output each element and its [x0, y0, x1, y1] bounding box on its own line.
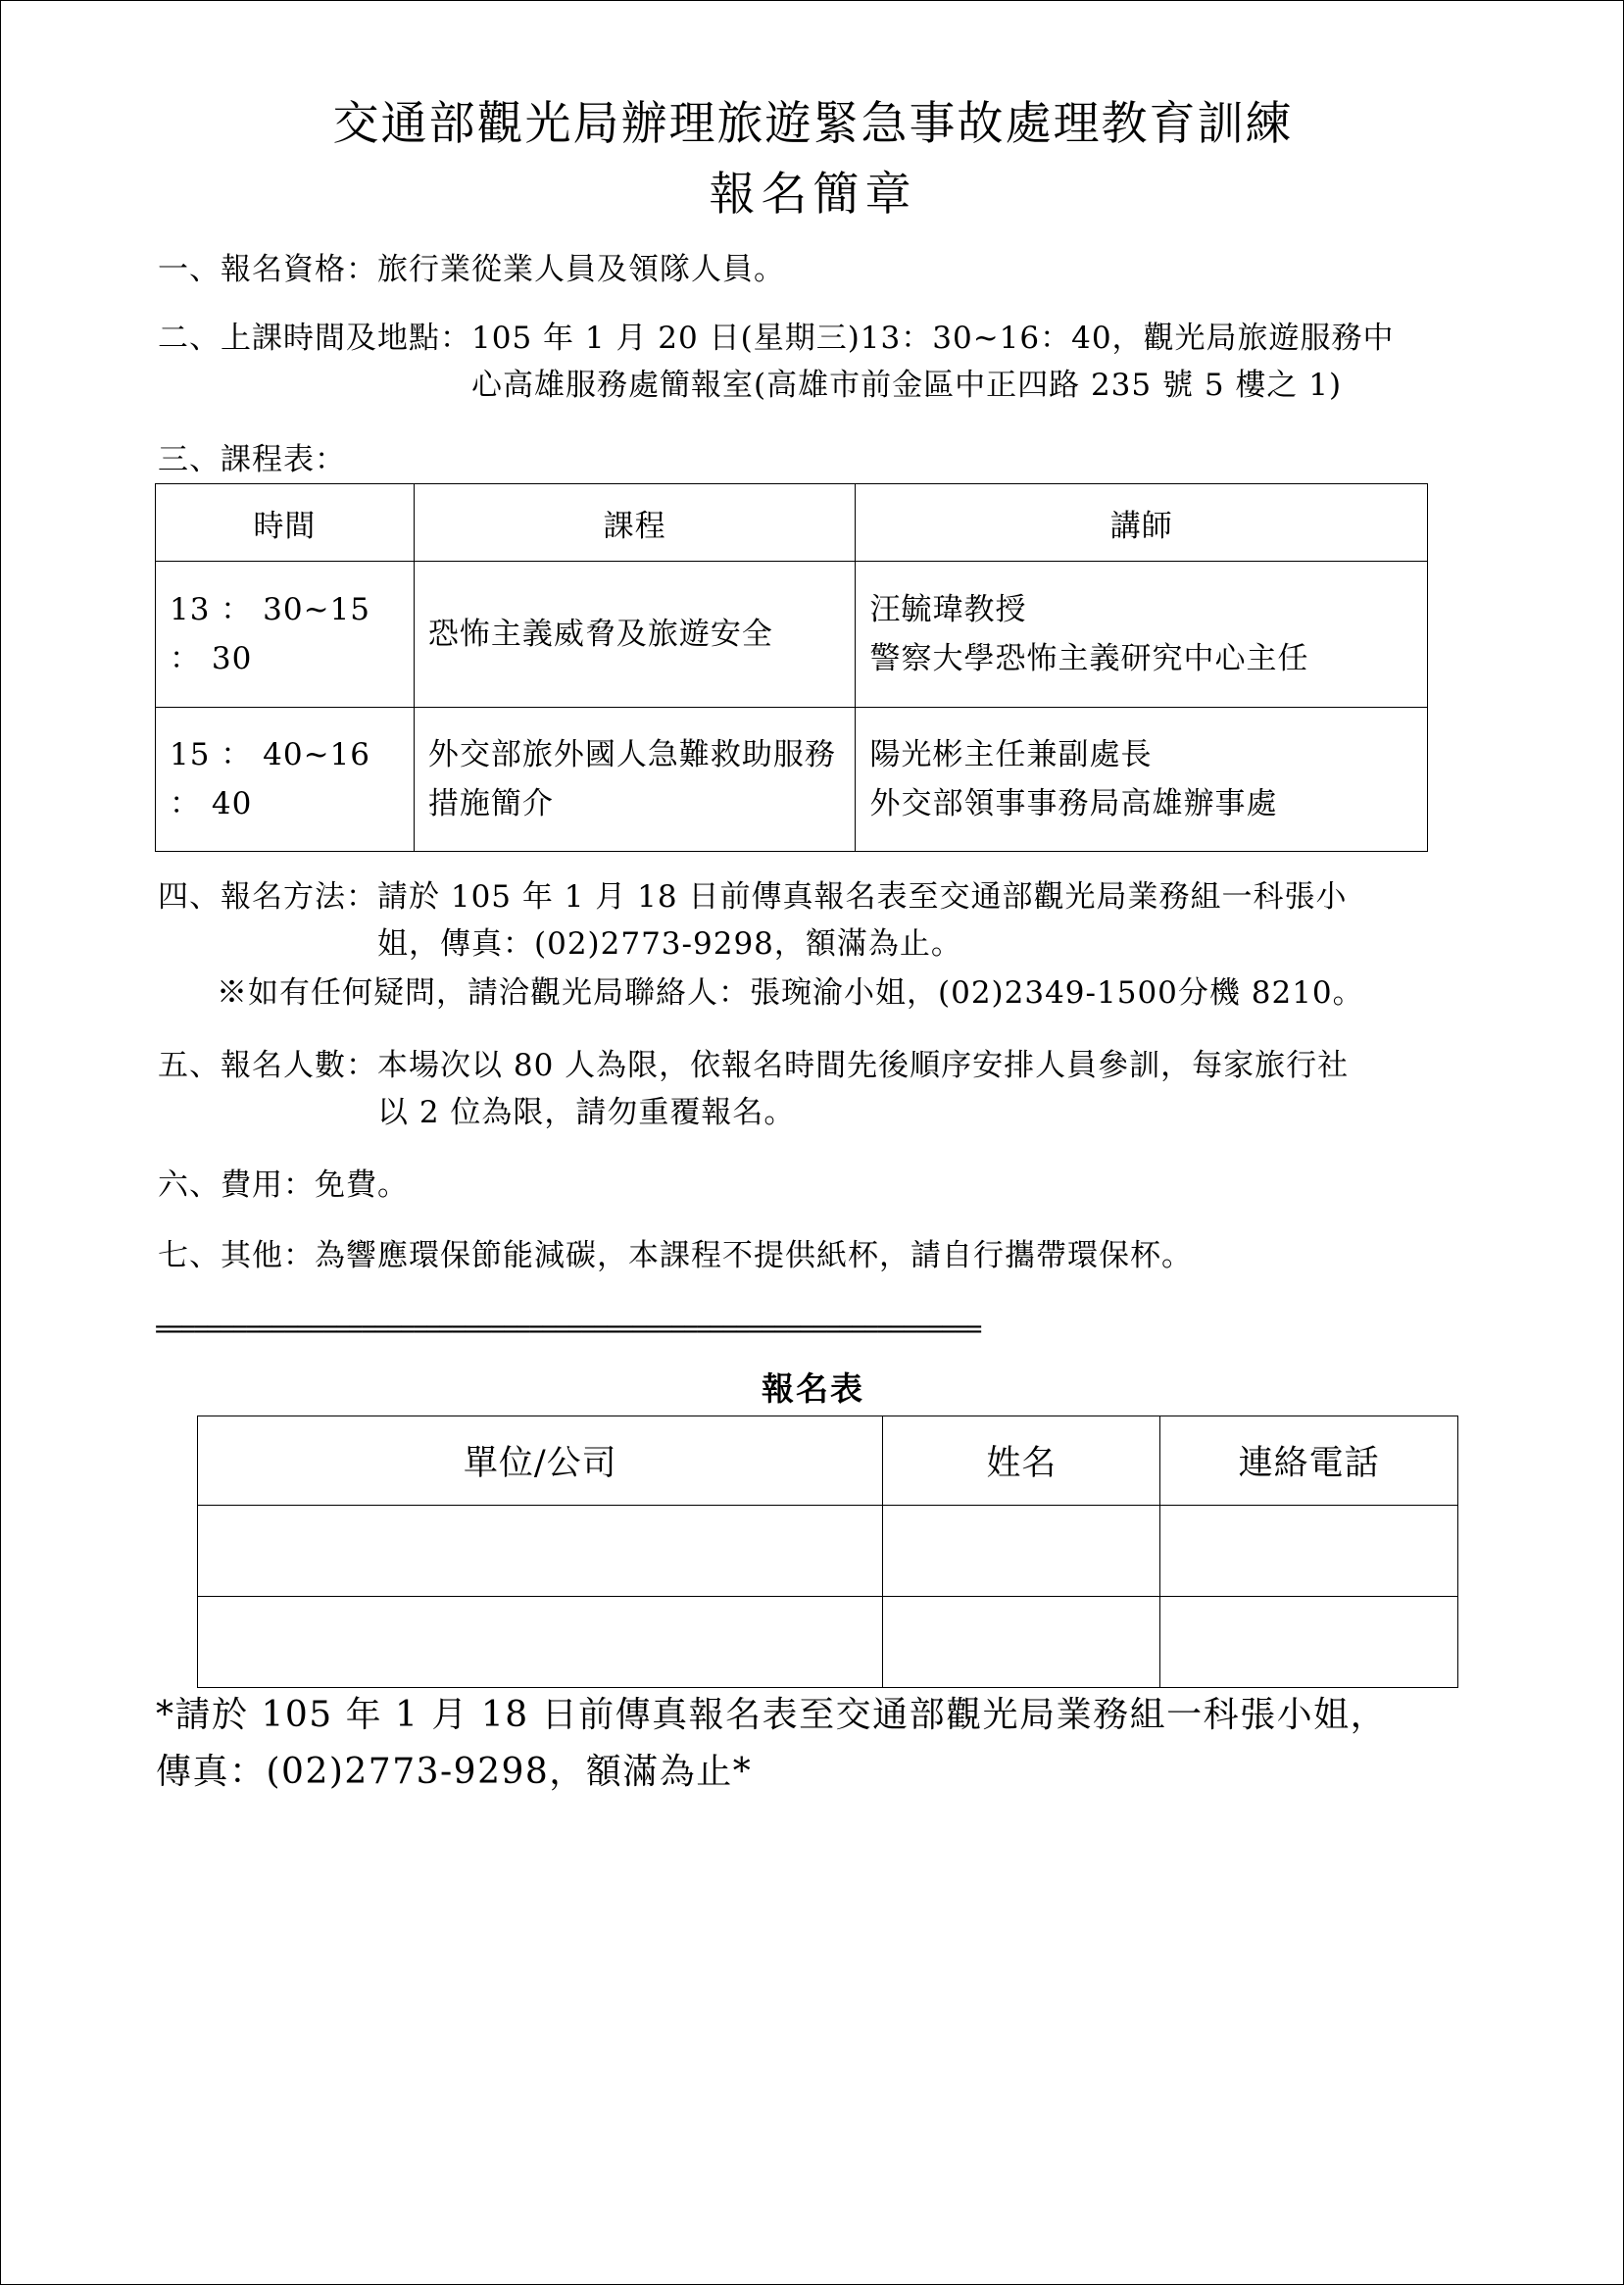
section-text-continued: 以 2 位為限，請勿重覆報名。: [377, 1095, 796, 1130]
name-field[interactable]: [883, 1597, 1160, 1688]
section-eligibility: [158, 246, 1501, 293]
footer-note: [156, 1687, 1387, 1801]
section-registration-method: [158, 873, 1501, 968]
header-time: 時間: [156, 484, 415, 562]
section-label: 課程表：: [221, 442, 346, 477]
footer-line-2: 傳真：(02)2773-9298，額滿為止*: [156, 1752, 753, 1792]
cell-time: 15 ： 40~16 ： 40: [156, 708, 415, 852]
document-title: 交通部觀光局辦理旅遊緊急事故處理教育訓練: [332, 97, 1294, 151]
name-field[interactable]: [883, 1506, 1160, 1597]
form-header-row: [198, 1416, 1458, 1506]
company-field[interactable]: [198, 1597, 883, 1688]
section-text: 本場次以 80 人為限，依報名時間先後順序安排人員參訓，每家旅行社: [377, 1048, 1350, 1083]
section-text: 為響應環保節能減碳，本課程不提供紙杯，請自行攜帶環保杯。: [315, 1238, 1193, 1273]
header-name: 姓名: [883, 1416, 1160, 1506]
form-title: 報名表: [762, 1369, 864, 1408]
section-number: 七、: [158, 1238, 221, 1273]
divider-line: ================================================================: [155, 1315, 980, 1344]
section-text: 旅行業從業人員及領隊人員。: [377, 252, 785, 287]
section-label: 費用：: [221, 1167, 315, 1203]
section-number: 四、: [158, 879, 221, 915]
lecturer-name: 陽光彬主任兼副處長: [869, 737, 1153, 772]
cell-course: 恐怖主義威脅及旅遊安全: [414, 562, 856, 708]
section-label: 報名人數：: [221, 1048, 377, 1083]
header-phone: 連絡電話: [1160, 1416, 1458, 1506]
section-label: 上課時間及地點：: [221, 321, 471, 356]
section-number: 二、: [158, 321, 221, 356]
section-text: 請於 105 年 1 月 18 日前傳真報名表至交通部觀光局業務組一科張小: [377, 879, 1348, 915]
section-body: [377, 1042, 1501, 1136]
phone-field[interactable]: [1160, 1597, 1458, 1688]
cell-lecturer: [856, 562, 1428, 708]
section-number: 一、: [158, 252, 221, 287]
lecturer-name: 汪毓瑋教授: [869, 592, 1027, 627]
form-row: [198, 1597, 1458, 1688]
cell-lecturer: [856, 708, 1428, 852]
header-company: 單位/公司: [198, 1416, 883, 1506]
section-fee: [158, 1162, 1501, 1209]
section-text: 105 年 1 月 20 日(星期三)13：30~16：40，觀光局旅遊服務中: [471, 321, 1395, 356]
form-row: [198, 1506, 1458, 1597]
lecturer-title: 外交部領事事務局高雄辦事處: [869, 786, 1278, 821]
phone-field[interactable]: [1160, 1506, 1458, 1597]
section-text-continued: 心高雄服務處簡報室(高雄市前金區中正四路 235 號 5 樓之 1): [471, 368, 1343, 403]
section-other: [158, 1232, 1501, 1279]
document-subtitle: 報名簡章: [709, 168, 917, 222]
section-body: [377, 873, 1501, 968]
registration-form-table: [197, 1416, 1458, 1688]
table-row: [156, 562, 1428, 708]
section-time-location: [158, 315, 1501, 409]
course-table-header: [156, 484, 1428, 562]
section-schedule-heading: [158, 436, 1501, 483]
section-capacity: [158, 1042, 1501, 1136]
footer-line-1: *請於 105 年 1 月 18 日前傳真報名表至交通部觀光局業務組一科張小姐，: [156, 1695, 1388, 1735]
header-course: 課程: [414, 484, 856, 562]
section-text: 免費。: [315, 1167, 409, 1203]
table-row: [156, 708, 1428, 852]
course-table: [155, 483, 1428, 852]
section-label: 其他：: [221, 1238, 315, 1273]
section-text-continued: 姐，傳真：(02)2773-9298，額滿為止。: [377, 926, 962, 962]
section-label: 報名方法：: [221, 879, 377, 915]
company-field[interactable]: [198, 1506, 883, 1597]
section-body: [471, 315, 1501, 409]
contact-note: ※如有任何疑問，請洽觀光局聯絡人：張琬渝小姐，(02)2349-1500分機 8210。: [217, 975, 1364, 1011]
header-lecturer: 講師: [856, 484, 1428, 562]
section-number: 三、: [158, 442, 221, 477]
cell-course: 外交部旅外國人急難救助服務措施簡介: [414, 708, 856, 852]
section-number: 五、: [158, 1048, 221, 1083]
cell-time: 13 ： 30~15 ： 30: [156, 562, 415, 708]
section-number: 六、: [158, 1167, 221, 1203]
lecturer-title: 警察大學恐怖主義研究中心主任: [869, 641, 1309, 676]
section-label: 報名資格：: [221, 252, 377, 287]
